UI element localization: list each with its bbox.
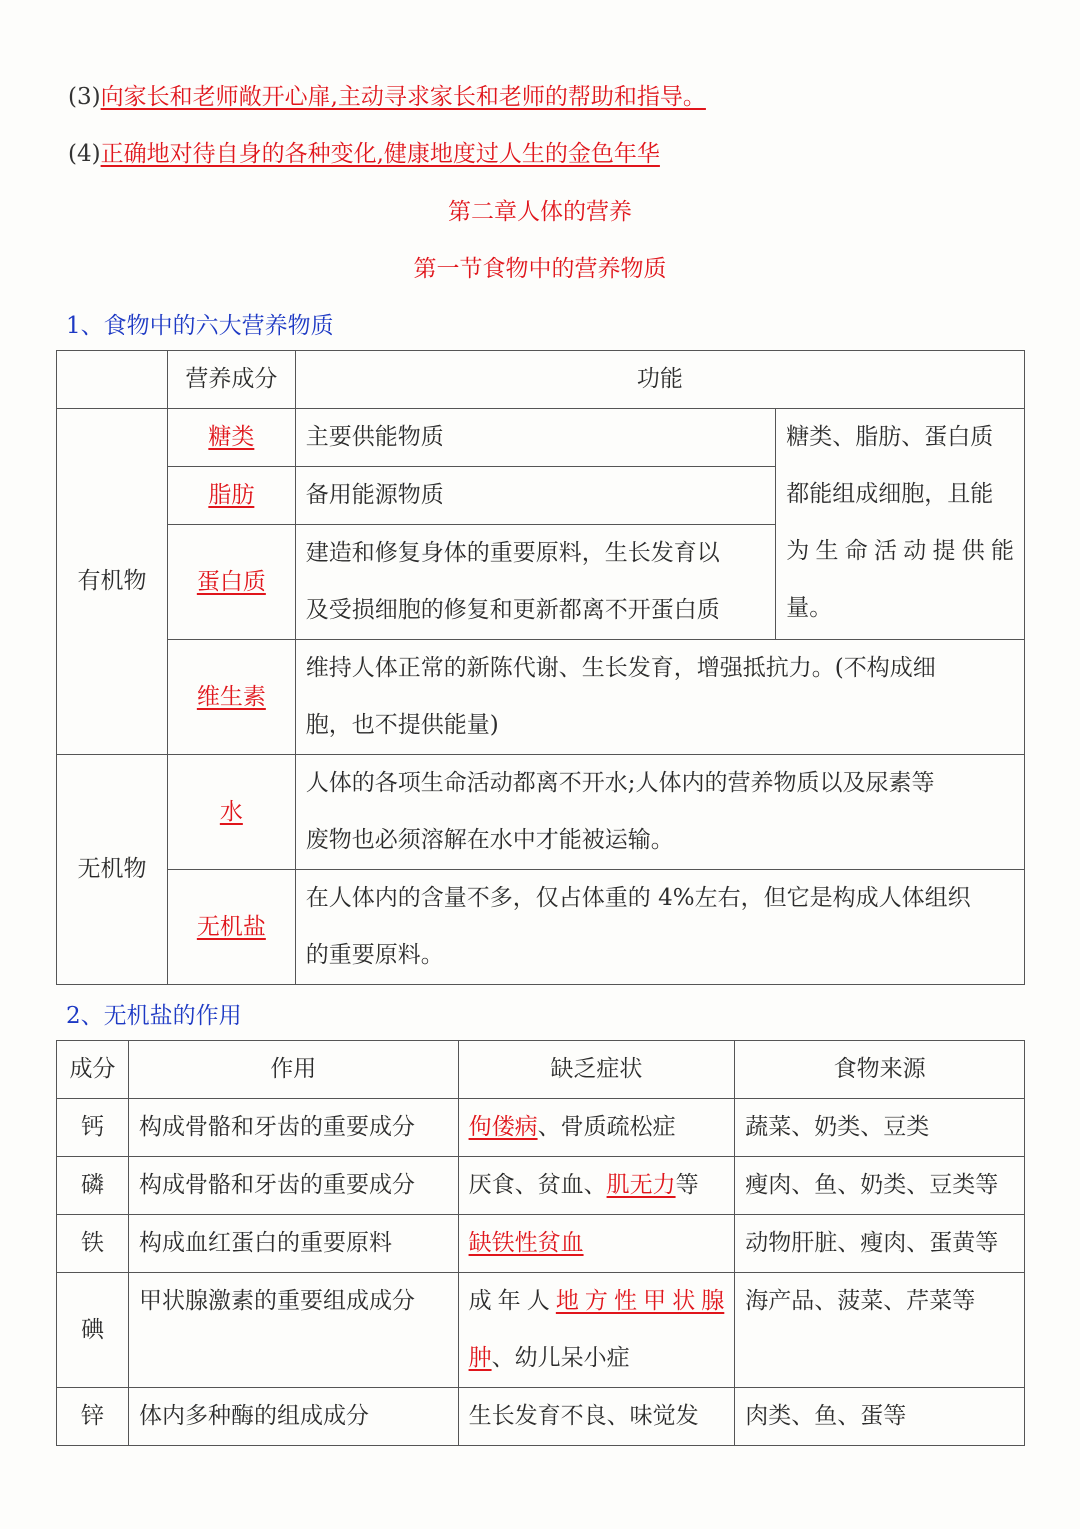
nutrient-function: 主要供能物质 [295,409,775,467]
header-nutrient: 营养成分 [167,351,295,409]
item-number: (4) [68,141,101,167]
mineral-deficiency: 厌食、贫血、肌无力等 [458,1157,735,1215]
heading-minerals: 2、无机盐的作用 [66,1003,242,1029]
table-header-row [57,1041,1025,1099]
nutrient-function: 人体的各项生命活动都离不开水;人体内的营养物质以及尿素等 废物也必须溶解在水中才能被运输。 [295,755,1024,870]
mineral-role: 体内多种酶的组成成分 [128,1388,458,1446]
mineral-food: 动物肝脏、瘦肉、蛋黄等 [735,1215,1025,1273]
table-row [57,640,1025,755]
mineral-deficiency: 缺铁性贫血 [458,1215,735,1273]
mineral-deficiency: 佝偻病、骨质疏松症 [458,1099,735,1157]
mineral-role: 构成骨骼和牙齿的重要成分 [128,1099,458,1157]
table-row [57,1157,1025,1215]
item-text: 正确地对待自身的各种变化,健康地度过人生的金色年华 [100,141,660,167]
mineral-food: 肉类、鱼、蛋等 [735,1388,1025,1446]
mineral-name: 钙 [57,1099,129,1157]
group-organic: 有机物 [57,409,168,755]
mineral-food: 海产品、菠菜、芹菜等 [735,1273,1025,1388]
nutrient-function: 备用能源物质 [295,467,775,525]
mineral-deficiency: 成年人地方性甲状腺 肿、幼儿呆小症 [458,1273,735,1388]
header-cell: 食物来源 [735,1041,1025,1099]
mineral-name: 锌 [57,1388,129,1446]
nutrient-name: 水 [219,798,243,825]
table-row [57,870,1025,985]
header-cell: 缺乏症状 [458,1041,735,1099]
mineral-name: 铁 [57,1215,129,1273]
table-row [57,755,1025,870]
mineral-food: 瘦肉、鱼、奶类、豆类等 [735,1157,1025,1215]
mineral-name: 磷 [57,1157,129,1215]
mineral-food: 蔬菜、奶类、豆类 [735,1099,1025,1157]
nutrient-name: 蛋白质 [196,568,266,595]
nutrient-function: 在人体内的含量不多，仅占体重的 4%左右，但它是构成人体组织 的重要原料。 [295,870,1024,985]
nutrient-function: 维持人体正常的新陈代谢、生长发育，增强抵抗力。(不构成细 胞，也不提供能量) [295,640,1024,755]
header-cell: 成分 [57,1041,129,1099]
mineral-name: 碘 [57,1273,129,1388]
section-title: 第一节食物中的营养物质 [413,256,667,282]
table-header-row [57,351,1025,409]
nutrient-name: 维生素 [196,683,266,710]
header-cell: 作用 [128,1041,458,1099]
nutrient-function: 建造和修复身体的重要原料，生长发育以 及受损细胞的修复和更新都离不开蛋白质 [295,525,775,640]
energy-note: 糖类、脂肪、蛋白质 都能组成细胞，且能 为生命活动提供能 量。 [776,409,1025,640]
mineral-role: 甲状腺激素的重要组成成分 [128,1273,458,1388]
nutrient-name: 糖类 [208,424,255,450]
mineral-deficiency: 生长发育不良、味觉发 [458,1388,735,1446]
table-row [57,1388,1025,1446]
mineral-role: 构成血红蛋白的重要原料 [128,1215,458,1273]
table-row [57,1215,1025,1273]
table-row [57,1099,1025,1157]
nutrient-name: 脂肪 [208,482,255,508]
list-item-3 [68,78,706,111]
item-text: 向家长和老师敞开心扉,主动寻求家长和老师的帮助和指导。 [100,84,706,110]
table-row [57,409,1025,467]
item-number: (3) [68,84,101,110]
nutrients-table [56,350,1025,985]
minerals-table [56,1040,1025,1446]
list-item-4 [68,135,660,168]
nutrient-name: 无机盐 [196,913,266,940]
chapter-title: 第二章人体的营养 [448,199,632,225]
header-function: 功能 [295,351,1024,409]
mineral-role: 构成骨骼和牙齿的重要成分 [128,1157,458,1215]
group-inorganic: 无机物 [57,755,168,985]
heading-nutrients: 1、食物中的六大营养物质 [66,313,334,339]
table-row [57,1273,1025,1388]
